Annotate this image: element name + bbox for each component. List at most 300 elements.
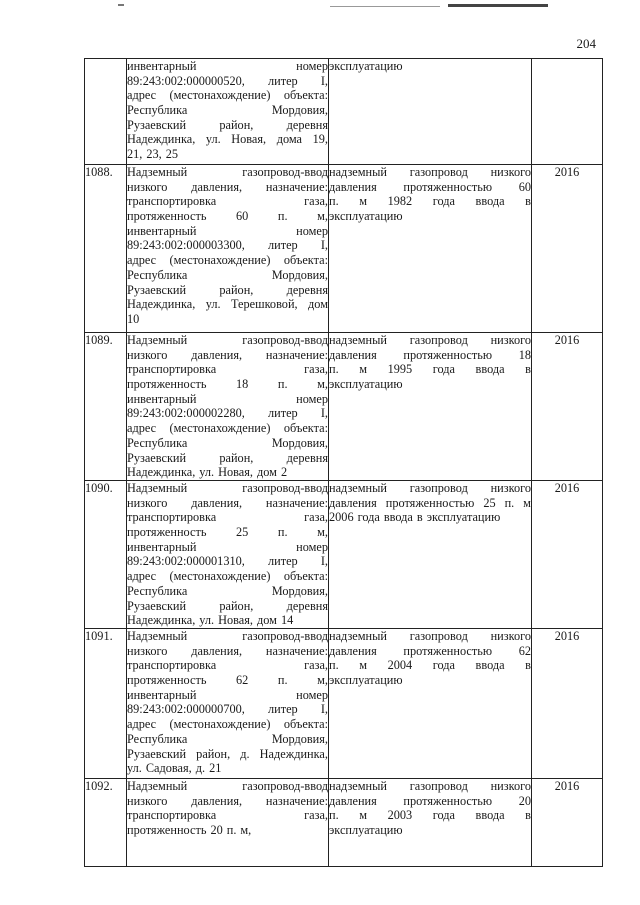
scan-artifact xyxy=(330,6,440,7)
word: п. xyxy=(277,525,288,540)
word: ул. xyxy=(199,465,215,480)
word: давления, xyxy=(191,643,243,658)
word: низкого xyxy=(490,165,531,179)
object-description-line xyxy=(127,59,328,74)
word: Надземный xyxy=(127,333,188,347)
word: Надземный xyxy=(127,629,188,643)
object-description-line xyxy=(127,377,328,392)
word: п. xyxy=(329,808,339,823)
word: Новая, xyxy=(231,132,267,147)
word: Республика xyxy=(127,103,188,118)
word: 2006 xyxy=(329,510,354,525)
word: деревня xyxy=(286,598,328,613)
word: м xyxy=(359,658,368,673)
word: протяженностью xyxy=(385,495,475,510)
word: 62 xyxy=(236,673,249,688)
word: п. xyxy=(277,209,288,224)
word: эксплуатацию xyxy=(329,823,403,838)
word: д. xyxy=(195,761,206,776)
word: Терешковой, xyxy=(231,297,298,312)
object-description xyxy=(127,59,329,165)
word: м xyxy=(523,495,531,510)
object-description-line xyxy=(127,238,328,253)
word: Садовая, xyxy=(145,761,192,776)
object-status-line xyxy=(329,362,531,377)
row-number: 1091. xyxy=(85,629,127,779)
word: Рузаевский xyxy=(127,746,187,761)
object-description xyxy=(127,629,329,779)
word: низкого xyxy=(490,333,531,347)
word: протяженностью xyxy=(403,179,493,194)
word: п. xyxy=(329,362,339,377)
word: Рузаевский xyxy=(127,598,187,613)
word: года xyxy=(432,362,455,377)
object-status-line xyxy=(329,377,531,392)
word: газопровод xyxy=(409,779,468,793)
word: надземный xyxy=(329,333,387,347)
object-description-line xyxy=(127,747,328,762)
row-number: 1090. xyxy=(85,481,127,629)
object-description-line xyxy=(127,688,328,703)
word: назначение: xyxy=(265,495,328,510)
word: ул. xyxy=(205,297,221,312)
object-description-line xyxy=(127,118,328,133)
word: 1982 xyxy=(387,194,413,209)
word: низкого xyxy=(127,179,168,194)
register-table xyxy=(84,58,603,867)
word: м, xyxy=(317,377,328,392)
word: в xyxy=(525,362,531,377)
word: 19, xyxy=(312,132,328,147)
object-description-line xyxy=(127,554,328,569)
word: 18 xyxy=(518,347,531,362)
word: протяженностью xyxy=(403,793,493,808)
word: газа, xyxy=(304,194,328,209)
word: ввода xyxy=(475,658,505,673)
word: в xyxy=(525,194,531,209)
object-description-line xyxy=(127,808,328,823)
object-description-line xyxy=(127,779,328,794)
word: 10 xyxy=(127,311,140,326)
word: давления xyxy=(329,643,377,658)
word: район, xyxy=(219,450,254,465)
word: низкого xyxy=(127,643,168,658)
word: инвентарный xyxy=(127,59,197,73)
word: дом xyxy=(257,613,277,628)
word: литер xyxy=(267,702,298,717)
word: Надеждинка, xyxy=(127,465,196,480)
word: адрес xyxy=(127,717,157,732)
word: газа, xyxy=(304,808,328,823)
word: надземный xyxy=(329,165,387,179)
word: 23, xyxy=(146,147,162,162)
word: м xyxy=(359,808,368,823)
object-description-line xyxy=(127,421,328,436)
table-row xyxy=(85,629,603,779)
word: (местонахождение) xyxy=(169,253,271,268)
object-description-line xyxy=(127,283,328,298)
word: газопровод xyxy=(409,333,468,347)
object-description-line xyxy=(127,481,328,496)
scan-artifact xyxy=(118,4,124,6)
word: года xyxy=(357,510,380,525)
table-row xyxy=(85,481,603,629)
word: (местонахождение) xyxy=(169,421,271,436)
word: п. xyxy=(329,658,339,673)
object-status xyxy=(329,333,532,481)
word: д. xyxy=(240,746,250,761)
word: давления, xyxy=(191,179,243,194)
object-description-line xyxy=(127,165,328,180)
object-description-line xyxy=(127,540,328,555)
word: дома xyxy=(276,132,303,147)
word: Новая, xyxy=(218,465,253,480)
object-description-line xyxy=(127,209,328,224)
word: район, xyxy=(219,282,254,297)
word: (местонахождение) xyxy=(169,569,271,584)
word: года xyxy=(432,658,455,673)
row-number: 1088. xyxy=(85,165,127,333)
object-description-line xyxy=(127,629,328,644)
object-description-line xyxy=(127,194,328,209)
row-number: 1089. xyxy=(85,333,127,481)
word: м, xyxy=(240,823,252,838)
word: 89:243:002:000001310, xyxy=(127,554,245,569)
word: номер xyxy=(296,223,328,238)
word: эксплуатацию xyxy=(329,377,403,392)
word: инвентарный xyxy=(127,687,197,702)
object-description-line xyxy=(127,525,328,540)
table-row xyxy=(85,165,603,333)
word: надземный xyxy=(329,629,387,643)
word: Надземный xyxy=(127,165,188,179)
word: Мордовия, xyxy=(271,731,328,746)
object-description-line xyxy=(127,224,328,239)
word: давления xyxy=(329,793,377,808)
word: газа, xyxy=(304,510,328,525)
object-description-line xyxy=(127,465,328,480)
object-description xyxy=(127,165,329,333)
object-status-line xyxy=(329,496,531,511)
object-status-line xyxy=(329,673,531,688)
word: 25 xyxy=(236,525,249,540)
word: 18 xyxy=(236,377,249,392)
word: ввода xyxy=(383,510,413,525)
table-row xyxy=(85,333,603,481)
word: п. xyxy=(226,823,237,838)
word: Надземный xyxy=(127,779,188,793)
object-status-line xyxy=(329,194,531,209)
word: дом xyxy=(308,297,328,312)
word: давления, xyxy=(191,495,243,510)
word: ввода xyxy=(475,194,505,209)
word: адрес xyxy=(127,421,157,436)
word: назначение: xyxy=(265,179,328,194)
word: эксплуатацию xyxy=(329,59,403,73)
word: 20 xyxy=(518,793,531,808)
object-description-line xyxy=(127,584,328,599)
object-description-line xyxy=(127,658,328,673)
object-status-line xyxy=(329,658,531,673)
year-cell: 2016 xyxy=(532,481,603,629)
word: транспортировка xyxy=(127,194,217,209)
word: газопровод-ввод xyxy=(242,779,328,793)
word: инвентарный xyxy=(127,539,197,554)
object-description-line xyxy=(127,761,328,776)
word: I, xyxy=(320,238,328,253)
object-description-line xyxy=(127,794,328,809)
word: инвентарный xyxy=(127,223,197,238)
word: литер xyxy=(267,238,298,253)
word: протяженность xyxy=(127,377,207,392)
word: протяженность xyxy=(127,823,207,838)
word: Мордовия, xyxy=(271,267,328,282)
word: надземный xyxy=(329,481,387,495)
word: Мордовия, xyxy=(271,583,328,598)
word: давления xyxy=(329,495,377,510)
word: эксплуатацию xyxy=(329,673,403,688)
word: Рузаевский xyxy=(127,117,187,132)
word: 89:243:002:000002280, xyxy=(127,406,245,421)
object-status-line xyxy=(329,59,531,74)
word: литер xyxy=(267,73,298,88)
word: ул. xyxy=(127,761,142,776)
word: адрес xyxy=(127,88,157,103)
word: ввода xyxy=(475,808,505,823)
word: инвентарный xyxy=(127,391,197,406)
word: м xyxy=(359,194,368,209)
object-description-line xyxy=(127,599,328,614)
word: низкого xyxy=(127,347,168,362)
object-status-line xyxy=(329,808,531,823)
object-status-line xyxy=(329,510,531,525)
object-description-line xyxy=(127,348,328,363)
word: литер xyxy=(267,406,298,421)
word: Республика xyxy=(127,435,188,450)
word: протяженностью xyxy=(403,347,493,362)
word: объекта: xyxy=(283,253,328,268)
object-description-line xyxy=(127,569,328,584)
object-status-line xyxy=(329,481,531,496)
object-description-line xyxy=(127,362,328,377)
word: номер xyxy=(296,687,328,702)
word: 62 xyxy=(518,643,531,658)
object-description-line xyxy=(127,702,328,717)
object-description-line xyxy=(127,496,328,511)
word: газа, xyxy=(304,658,328,673)
word: низкого xyxy=(127,495,168,510)
word: 2 xyxy=(280,465,288,480)
word: протяженность xyxy=(127,209,207,224)
word: номер xyxy=(296,539,328,554)
row-number: 1092. xyxy=(85,779,127,867)
word: Рузаевский xyxy=(127,450,187,465)
word: газа, xyxy=(304,362,328,377)
object-description-line xyxy=(127,392,328,407)
object-description-line xyxy=(127,253,328,268)
object-description-line xyxy=(127,613,328,628)
word: в xyxy=(525,808,531,823)
word: I, xyxy=(320,406,328,421)
object-description-line xyxy=(127,333,328,348)
word: давления xyxy=(329,179,377,194)
object-description-line xyxy=(127,312,328,327)
word: низкого xyxy=(490,629,531,643)
word: I, xyxy=(320,554,328,569)
word: газопровод xyxy=(409,629,468,643)
word: Надеждинка, xyxy=(259,746,328,761)
object-description-line xyxy=(127,673,328,688)
row-number xyxy=(85,59,127,165)
word: протяженность xyxy=(127,525,207,540)
object-description-line xyxy=(127,732,328,747)
word: 89:243:002:000000520, xyxy=(127,73,245,88)
page-number: 204 xyxy=(576,36,596,51)
word: Мордовия, xyxy=(271,435,328,450)
word: газопровод-ввод xyxy=(242,629,328,643)
object-description-line xyxy=(127,88,328,103)
word: низкого xyxy=(127,793,168,808)
year-cell: 2016 xyxy=(532,629,603,779)
word: Рузаевский xyxy=(127,282,187,297)
object-status-line xyxy=(329,644,531,659)
object-description-line xyxy=(127,297,328,312)
word: деревня xyxy=(286,282,328,297)
word: в xyxy=(416,510,423,525)
word: 21, xyxy=(127,147,143,162)
word: литер xyxy=(267,554,298,569)
word: объекта: xyxy=(283,717,328,732)
object-status-line xyxy=(329,180,531,195)
word: адрес xyxy=(127,253,157,268)
object-description-line xyxy=(127,436,328,451)
year-cell: 2016 xyxy=(532,165,603,333)
object-description xyxy=(127,481,329,629)
word: м xyxy=(359,362,368,377)
object-status-line xyxy=(329,209,531,224)
object-status-line xyxy=(329,823,531,838)
year-cell: 2016 xyxy=(532,779,603,867)
word: 60 xyxy=(518,179,531,194)
word: назначение: xyxy=(265,347,328,362)
word: низкого xyxy=(490,481,531,495)
object-description-line xyxy=(127,510,328,525)
word: район, xyxy=(219,117,254,132)
word: 89:243:002:000000700, xyxy=(127,702,245,717)
word: п. xyxy=(277,673,288,688)
word: в xyxy=(525,658,531,673)
word: 14 xyxy=(280,613,294,628)
word: транспортировка xyxy=(127,658,217,673)
word: Надеждинка, xyxy=(127,297,196,312)
word: адрес xyxy=(127,569,157,584)
object-description-line xyxy=(127,644,328,659)
word: Республика xyxy=(127,731,188,746)
word: Новая, xyxy=(218,613,253,628)
word: давления xyxy=(329,347,377,362)
object-description xyxy=(127,779,329,867)
word: давления, xyxy=(191,793,243,808)
word: ул. xyxy=(199,613,215,628)
word: протяженность xyxy=(127,673,207,688)
object-status xyxy=(329,629,532,779)
word: транспортировка xyxy=(127,362,217,377)
object-status xyxy=(329,779,532,867)
object-description-line xyxy=(127,268,328,283)
word: газопровод-ввод xyxy=(242,333,328,347)
object-status-line xyxy=(329,348,531,363)
word: п. xyxy=(329,194,339,209)
object-status-line xyxy=(329,779,531,794)
object-description-line xyxy=(127,406,328,421)
word: года xyxy=(432,194,455,209)
word: п. xyxy=(504,495,515,510)
word: газопровод xyxy=(409,481,468,495)
word: объекта: xyxy=(283,569,328,584)
word: 25 xyxy=(483,495,496,510)
word: 60 xyxy=(236,209,249,224)
word: 2004 xyxy=(387,658,413,673)
word: деревня xyxy=(286,450,328,465)
object-status-line xyxy=(329,629,531,644)
year-cell: 2016 xyxy=(532,333,603,481)
scan-artifact xyxy=(448,4,548,7)
word: м, xyxy=(317,209,328,224)
object-description-line xyxy=(127,823,328,838)
word: I, xyxy=(320,73,328,88)
word: 89:243:002:000003300, xyxy=(127,238,245,253)
word: I, xyxy=(320,702,328,717)
word: назначение: xyxy=(265,643,328,658)
word: Республика xyxy=(127,583,188,598)
object-status xyxy=(329,165,532,333)
object-status xyxy=(329,481,532,629)
object-description-line xyxy=(127,451,328,466)
word: (местонахождение) xyxy=(169,88,271,103)
word: ул. xyxy=(205,132,221,147)
word: номер xyxy=(296,391,328,406)
object-description-line xyxy=(127,103,328,118)
word: Надземный xyxy=(127,481,188,495)
object-status-line xyxy=(329,794,531,809)
word: объекта: xyxy=(283,88,328,103)
word: район, xyxy=(196,746,231,761)
word: Мордовия, xyxy=(271,103,328,118)
word: м, xyxy=(317,673,328,688)
word: деревня xyxy=(286,117,328,132)
table-row xyxy=(85,779,603,867)
word: ввода xyxy=(475,362,505,377)
year-cell xyxy=(532,59,603,165)
object-description xyxy=(127,333,329,481)
word: назначение: xyxy=(265,793,328,808)
word: 2003 xyxy=(387,808,413,823)
word: года xyxy=(432,808,455,823)
word: низкого xyxy=(490,779,531,793)
word: м, xyxy=(317,525,328,540)
word: Республика xyxy=(127,267,188,282)
object-description-line xyxy=(127,180,328,195)
object-description-line xyxy=(127,74,328,89)
word: протяженностью xyxy=(403,643,493,658)
word: 20 xyxy=(210,823,223,838)
word: газопровод xyxy=(409,165,468,179)
word: дом xyxy=(257,465,277,480)
word: транспортировка xyxy=(127,510,217,525)
word: надземный xyxy=(329,779,387,793)
word: объекта: xyxy=(283,421,328,436)
object-status xyxy=(329,59,532,165)
